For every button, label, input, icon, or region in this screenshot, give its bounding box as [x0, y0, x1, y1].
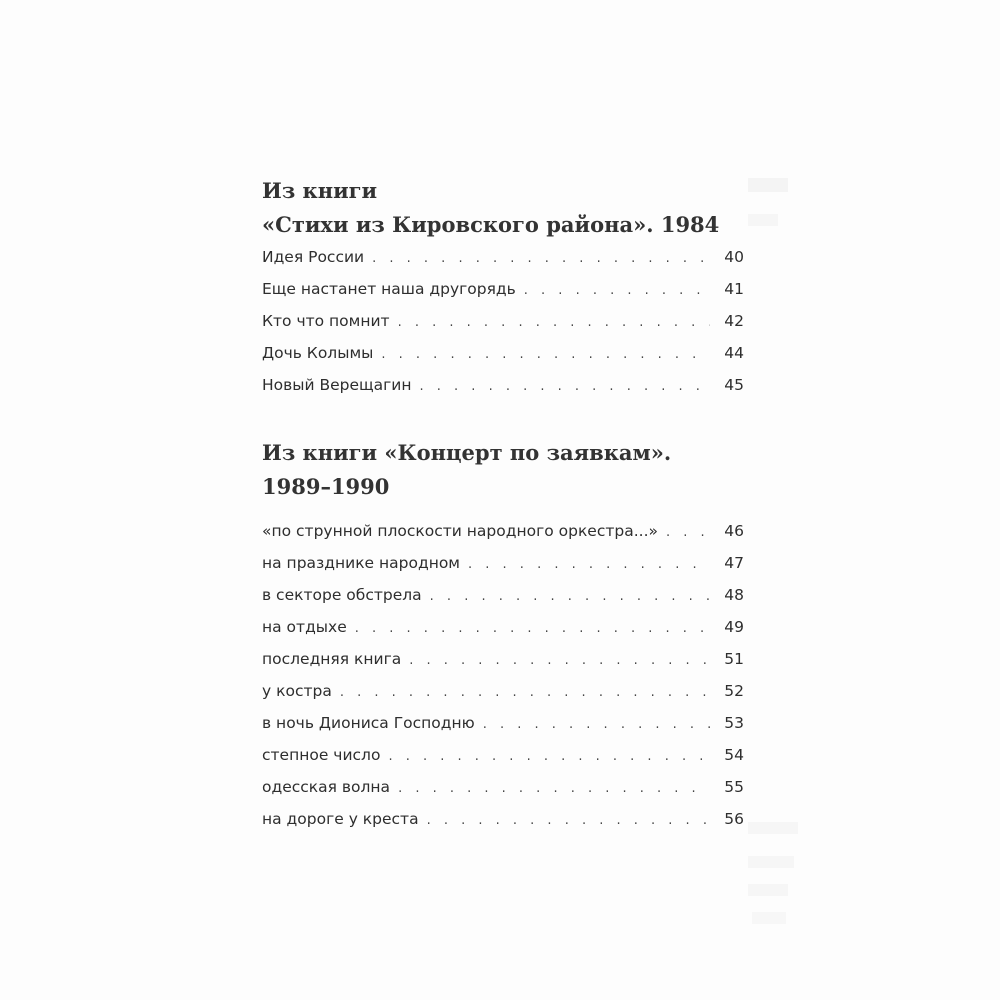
- toc-entry[interactable]: [262, 586, 744, 618]
- entry-page-number: 44: [724, 344, 744, 362]
- heading-line-1: Из книги: [262, 178, 378, 203]
- toc-entry[interactable]: [262, 376, 744, 408]
- section-heading: [262, 174, 744, 242]
- entry-title: на празднике народном: [262, 554, 461, 572]
- dot-leader: [398, 781, 710, 796]
- dot-leader: [372, 251, 710, 266]
- dot-leader: [666, 525, 710, 540]
- bleed-through-mark: [752, 912, 786, 924]
- entry-page-number: 41: [724, 280, 744, 298]
- dot-leader: [409, 653, 710, 668]
- toc-entry[interactable]: [262, 618, 744, 650]
- bleed-through-mark: [748, 856, 794, 868]
- toc-section-koncert: [262, 436, 744, 842]
- bleed-through-mark: [748, 884, 788, 896]
- entry-title: в ночь Диониса Господню: [262, 714, 475, 732]
- entry-title: одесская волна: [262, 778, 391, 796]
- entry-title: последняя книга: [262, 650, 402, 668]
- toc-entry[interactable]: [262, 312, 744, 344]
- entry-page-number: 40: [724, 248, 744, 266]
- entry-page-number: 45: [724, 376, 744, 394]
- dot-leader: [388, 749, 710, 764]
- entry-page-number: 54: [724, 746, 744, 764]
- entry-title: степное число: [262, 746, 381, 764]
- entry-page-number: 42: [724, 312, 744, 330]
- toc-entry[interactable]: [262, 682, 744, 714]
- toc-entry[interactable]: [262, 248, 744, 280]
- bleed-through-mark: [748, 214, 778, 226]
- entry-title: Кто что помнит: [262, 312, 390, 330]
- entry-title: в секторе обстрела: [262, 586, 422, 604]
- entry-page-number: 49: [724, 618, 744, 636]
- toc-entry[interactable]: [262, 522, 744, 554]
- entry-page-number: 52: [724, 682, 744, 700]
- toc-entry[interactable]: [262, 714, 744, 746]
- bleed-through-mark: [748, 822, 798, 834]
- toc-entry[interactable]: [262, 280, 744, 312]
- dot-leader: [483, 717, 710, 732]
- heading-line-2: 1989–1990: [262, 474, 390, 499]
- bleed-through-mark: [748, 178, 788, 192]
- toc-entry[interactable]: [262, 650, 744, 682]
- entry-page-number: 47: [724, 554, 744, 572]
- toc-section-kirovsky: [262, 174, 744, 408]
- dot-leader: [524, 283, 710, 298]
- entry-title: у костра: [262, 682, 332, 700]
- dot-leader: [420, 379, 710, 394]
- entry-title: на дороге у креста: [262, 810, 419, 828]
- dot-leader: [340, 685, 710, 700]
- toc-entry-list: [262, 522, 744, 842]
- entry-title: Еще настанет наша другорядь: [262, 280, 516, 298]
- entry-page-number: 48: [724, 586, 744, 604]
- entry-page-number: 55: [724, 778, 744, 796]
- section-heading: [262, 436, 744, 504]
- entry-title: Идея России: [262, 248, 365, 266]
- dot-leader: [468, 557, 710, 572]
- dot-leader: [381, 347, 710, 362]
- dot-leader: [355, 621, 710, 636]
- toc-entry[interactable]: [262, 344, 744, 376]
- entry-title: Дочь Колымы: [262, 344, 374, 362]
- entry-page-number: 46: [724, 522, 744, 540]
- entry-page-number: 51: [724, 650, 744, 668]
- dot-leader: [398, 315, 710, 330]
- toc-entry[interactable]: [262, 554, 744, 586]
- entry-title: «по струнной плоскости народного оркестра...»: [262, 522, 658, 540]
- dot-leader: [427, 813, 710, 828]
- entry-page-number: 56: [724, 810, 744, 828]
- dot-leader: [430, 589, 710, 604]
- toc-entry-list: [262, 248, 744, 408]
- toc-entry[interactable]: [262, 746, 744, 778]
- toc-entry[interactable]: [262, 778, 744, 810]
- entry-title: Новый Верещагин: [262, 376, 412, 394]
- heading-line-2: «Стихи из Кировского района». 1984: [262, 212, 720, 237]
- heading-line-1: Из книги «Концерт по заявкам».: [262, 440, 672, 465]
- toc-entry[interactable]: [262, 810, 744, 842]
- entry-page-number: 53: [724, 714, 744, 732]
- entry-title: на отдыхе: [262, 618, 347, 636]
